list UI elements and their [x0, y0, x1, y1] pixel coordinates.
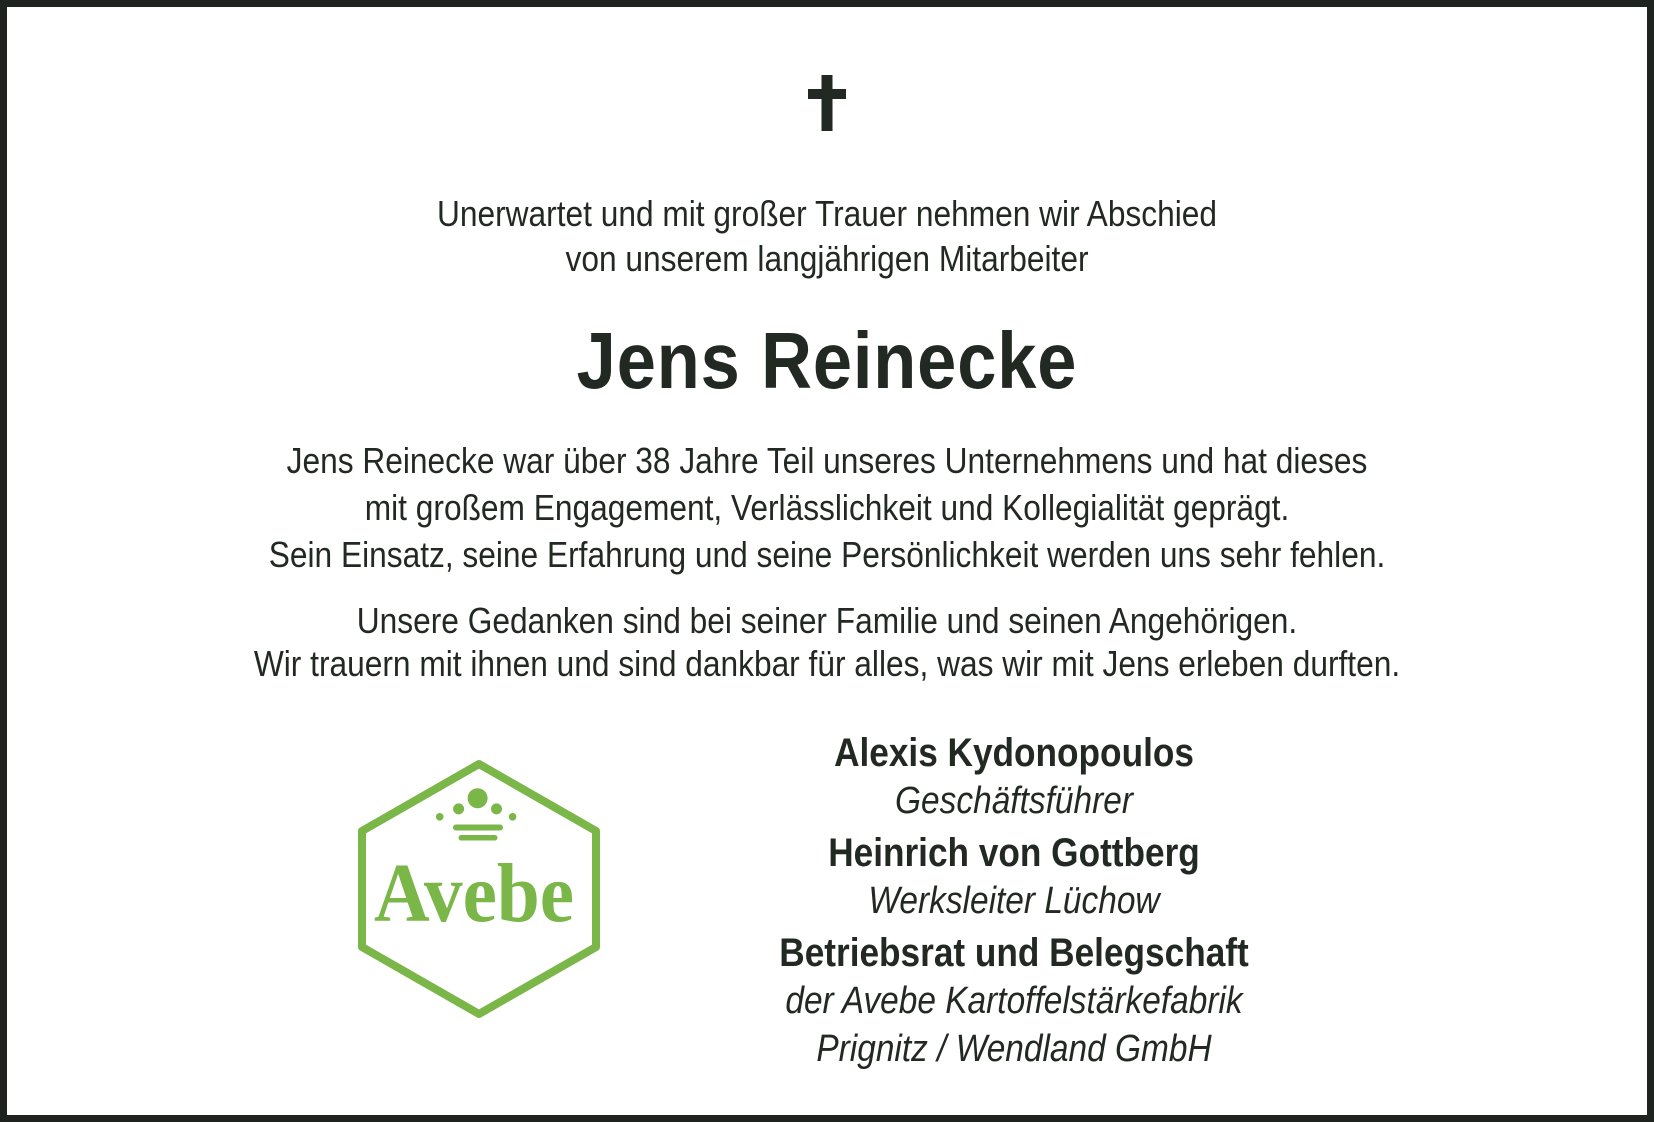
- logo-text: Avebe: [374, 847, 574, 940]
- signatory-name: Betriebsrat und Belegschaft: [779, 931, 1249, 975]
- signature-group: [772, 829, 1256, 925]
- condolence-paragraph: [105, 599, 1548, 685]
- signatory-role: Geschäftsführer: [895, 780, 1133, 822]
- signatory-role: der Avebe Kartoffelstärkefabrik: [785, 980, 1243, 1022]
- deceased-name: Jens Reinecke: [576, 316, 1078, 405]
- intro-line: Unerwartet und mit großer Trauer nehmen wir Abschied: [436, 193, 1218, 234]
- signature-group: [772, 929, 1256, 1073]
- tribute-line: Sein Einsatz, seine Erfahrung und seine Persönlichkeit werden uns sehr fehlen.: [268, 534, 1386, 575]
- intro-text: [105, 191, 1548, 281]
- tribute-line: Jens Reinecke war über 38 Jahre Teil unseres Unternehmens und hat dieses: [286, 440, 1368, 481]
- signature-group: [772, 729, 1256, 825]
- signatory-name: Heinrich von Gottberg: [828, 831, 1200, 875]
- signatory-name: Alexis Kydonopoulos: [834, 731, 1194, 775]
- tribute-paragraph: [105, 437, 1548, 578]
- avebe-logo: [354, 757, 604, 1021]
- intro-line: von unserem langjährigen Mitarbeiter: [565, 238, 1089, 279]
- signatory-role: Werksleiter Lüchow: [868, 880, 1160, 922]
- signature-block: [772, 729, 1256, 1077]
- tribute-line: mit großem Engagement, Verlässlichkeit und Kollegialität geprägt.: [364, 487, 1290, 528]
- cross-icon: [808, 75, 846, 131]
- condolence-line: Wir trauern mit ihnen und sind dankbar für alles, was wir mit Jens erleben durften.: [253, 643, 1401, 684]
- crown-icon: [436, 788, 517, 840]
- signatory-role: Prignitz / Wendland GmbH: [816, 1028, 1212, 1070]
- condolence-line: Unsere Gedanken sind bei seiner Familie und seinen Angehörigen.: [356, 600, 1298, 641]
